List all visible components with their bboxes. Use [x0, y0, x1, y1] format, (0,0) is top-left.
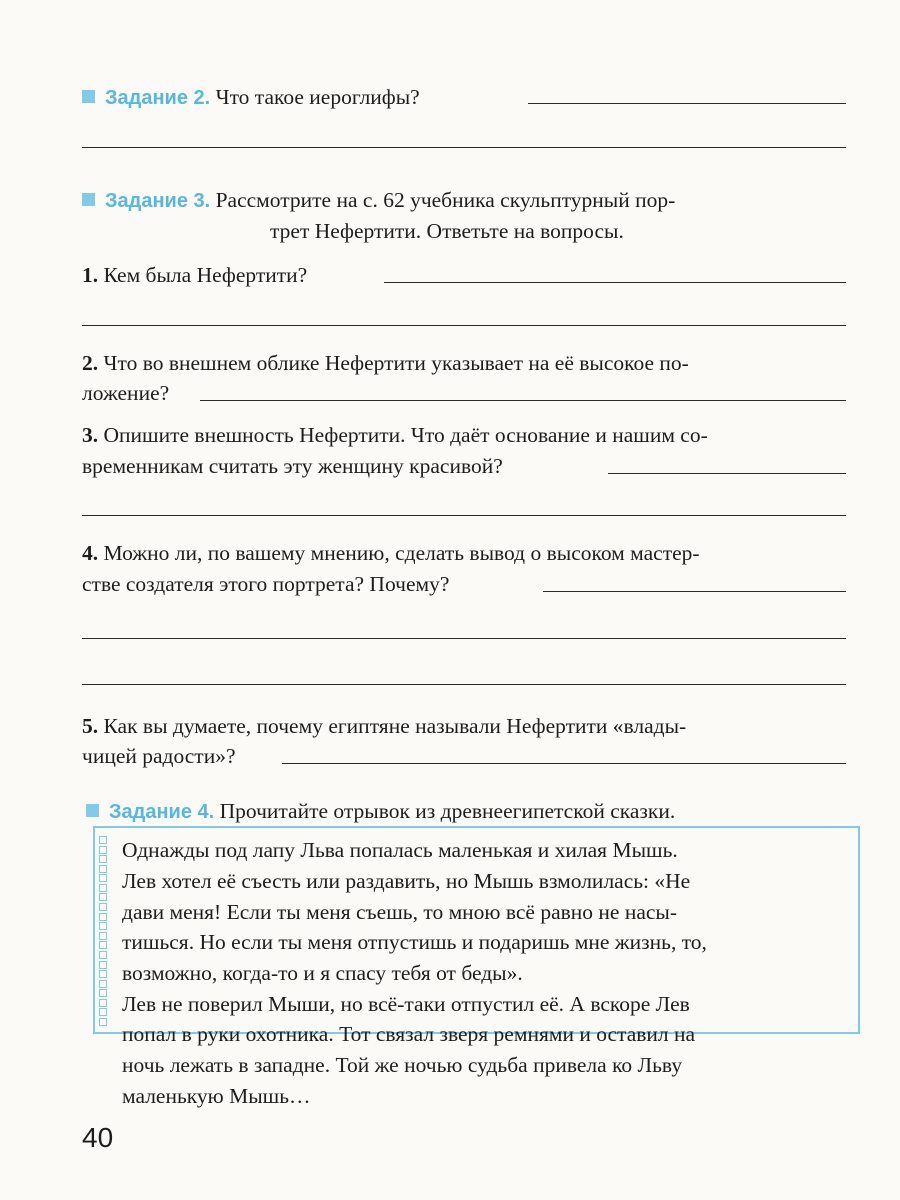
passage-line: Лев не поверил Мыши, но всё-таки отпустил её. А вскоре Лев: [122, 992, 690, 1016]
passage-line: дави меня! Если ты меня съешь, то мною всё равно не насы-: [122, 900, 678, 924]
square-bullet-icon: [82, 193, 95, 206]
question-number: 3.: [82, 423, 99, 447]
answer-line[interactable]: [82, 638, 846, 639]
task3-intro-line1: Рассмотрите на с. 62 учебника скульптурный пор-: [215, 188, 676, 212]
passage-line: Лев хотел её съесть или раздавить, но Мышь взмолилась: «Не: [122, 869, 691, 893]
question-3-cont: временникам считать эту женщину красивой?: [82, 454, 503, 478]
answer-line[interactable]: [543, 591, 846, 592]
question-text: Кем была Нефертити?: [103, 263, 308, 287]
task3-label: Задание 3.: [105, 190, 211, 212]
question-5-cont: чицей радости»?: [82, 744, 236, 768]
task2-row: [82, 84, 420, 111]
question-text: Что во внешнем облике Нефертити указывает на её высокое по-: [103, 351, 689, 375]
answer-line[interactable]: [82, 147, 846, 148]
answer-line[interactable]: [82, 515, 846, 516]
task4-intro: Прочитайте отрывок из древнеегипетской сказки.: [219, 799, 676, 823]
question-4-cont: стве создателя этого портрета? Почему?: [82, 572, 450, 596]
question-5: [82, 713, 686, 739]
question-number: 5.: [82, 714, 99, 738]
answer-line[interactable]: [608, 473, 846, 474]
question-text: Опишите внешность Нефертити. Что даёт основание и нашим со-: [103, 423, 708, 447]
square-bullet-icon: [86, 804, 99, 817]
task3-row: [82, 187, 675, 214]
question-number: 2.: [82, 351, 99, 375]
passage-line: маленькую Мышь…: [122, 1084, 311, 1108]
question-2-cont: ложение?: [82, 381, 170, 405]
task4-row: [86, 798, 675, 825]
task2-question: Что такое иероглифы?: [215, 85, 420, 109]
passage-line: Однажды под лапу Льва попалась маленькая и хилая Мышь.: [122, 838, 678, 862]
question-4: [82, 540, 700, 566]
passage-line: тишься. Но если ты меня отпустишь и подаришь мне жизнь, то,: [122, 930, 707, 954]
passage-line: ночь лежать в западне. Той же ночью судьба привела ко Льву: [122, 1053, 683, 1077]
answer-line[interactable]: [282, 763, 846, 764]
passage-line: возможно, когда-то и я спасу тебя от беды».: [122, 961, 523, 985]
task3-intro-line2: трет Нефертити. Ответьте на вопросы.: [270, 219, 624, 243]
question-number: 4.: [82, 541, 99, 565]
answer-line[interactable]: [200, 400, 846, 401]
task4-label: Задание 4.: [109, 801, 215, 823]
passage-box-pattern: [97, 836, 111, 1026]
question-2: [82, 350, 689, 376]
question-text: Можно ли, по вашему мнению, сделать вывод о высоком мастер-: [103, 541, 700, 565]
question-3: [82, 422, 708, 448]
question-text: Как вы думаете, почему египтяне называли Нефертити «влады-: [103, 714, 687, 738]
task2-label: Задание 2.: [105, 87, 211, 109]
square-bullet-icon: [82, 90, 95, 103]
question-1: [82, 262, 307, 288]
answer-line[interactable]: [528, 103, 846, 104]
question-number: 1.: [82, 263, 99, 287]
page-number: 40: [82, 1122, 114, 1153]
answer-line[interactable]: [82, 325, 846, 326]
answer-line[interactable]: [82, 684, 846, 685]
passage-line: попал в руки охотника. Тот связал зверя ремнями и оставил на: [122, 1022, 696, 1046]
answer-line[interactable]: [384, 282, 846, 283]
